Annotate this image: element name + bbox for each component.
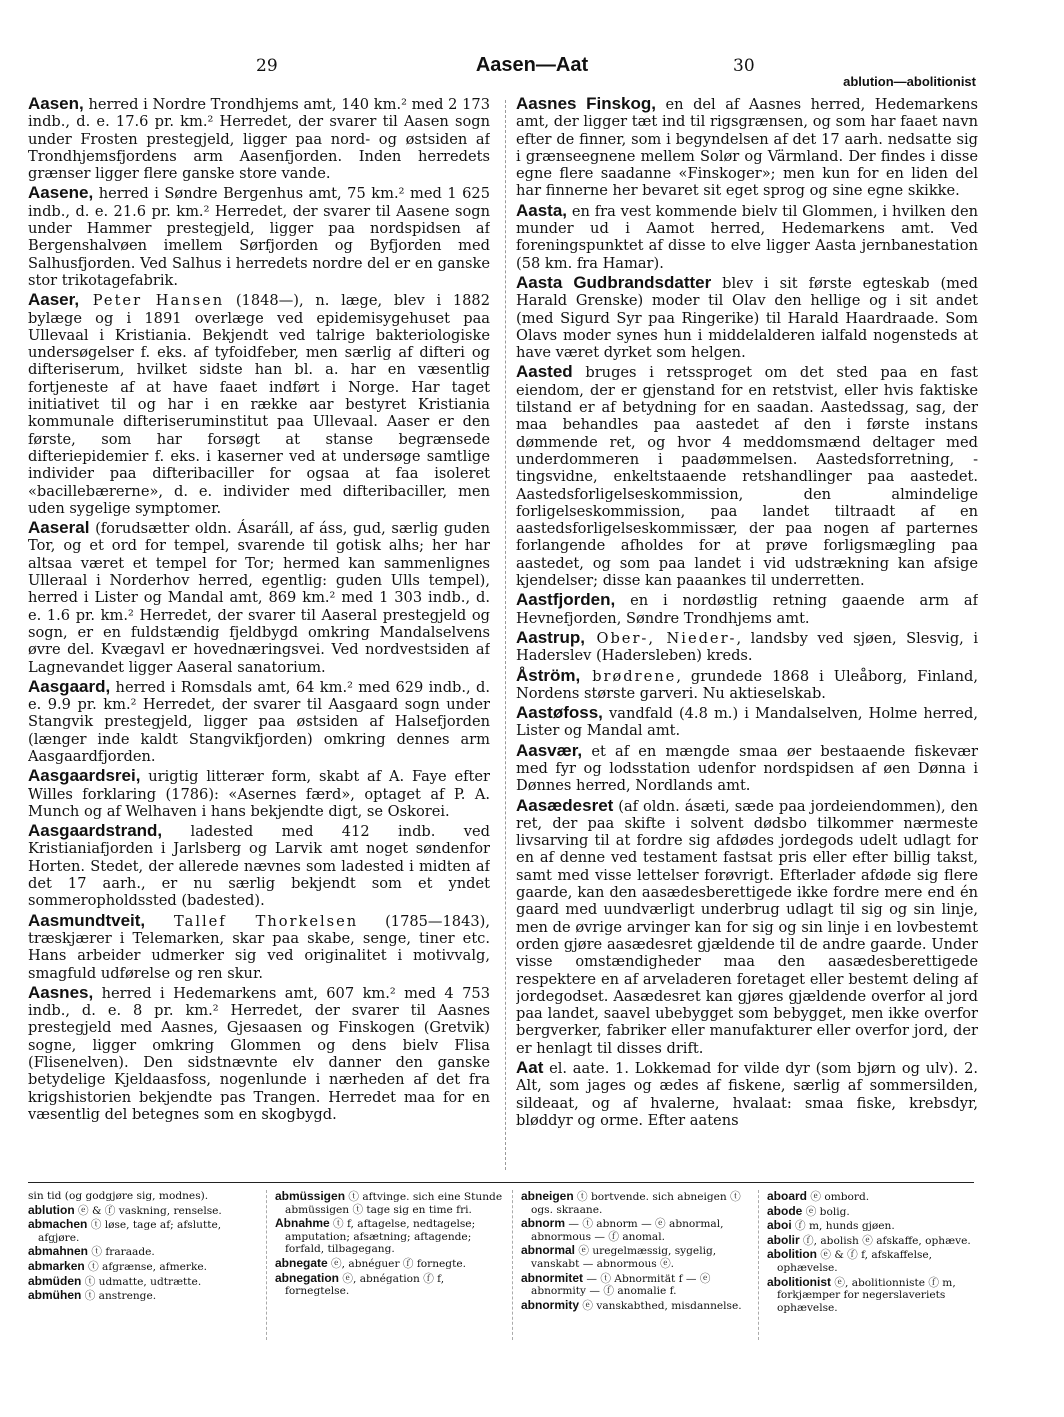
- dictionary-definition: ⓕ, abolish ⓔ afskaffe, ophæve.: [799, 1234, 971, 1247]
- entry-text: ladested med 412 indb. ved Kristianiafjorden i Jarlsberg og Larvik amt noget søndenfor Horten. Stedet, der allerede nævnes som ladested i midten af det 17 aarh., er nu særlig bekjendt som et yndet sommeropholdssted (badested).: [28, 823, 490, 910]
- dictionary-definition: sin tid (og godgjøre sig, modnes).: [28, 1190, 209, 1202]
- dictionary-definition: ⓔ & ⓕ f, afskaffelse, ophævelse.: [777, 1249, 933, 1274]
- dictionary-entry: [521, 1299, 749, 1313]
- entry-headword: Aasen,: [28, 95, 84, 113]
- dictionary-definition: ⓔ bolig.: [802, 1205, 850, 1218]
- dictionary-definition: ⓣ løse, tage af; afslutte, afgjøre.: [38, 1219, 222, 1244]
- dictionary-entry: [275, 1272, 503, 1298]
- entry-text: el. aate. 1. Lokkemad for vilde dyr (som bjørn og ulv). 2. Alt, som jages og ædes af fiskene, særlig af sommersilden, sildeaat, og af hvalerne, hvalaat: smaa fiske, krebsdyr, bløddyr og orme. Efter aatens: [516, 1060, 978, 1129]
- dictionary-definition: ⓣ udmatte, udtrætte.: [81, 1275, 202, 1288]
- entry-headword: Aasta Gudbrandsdatter: [516, 272, 712, 292]
- entry-text: en fra vest kommende bielv til Glommen, i hvilken den munder ud i Aamot herred, Hedemarkens amt. Ved foreningspunktet af disse to elve ligger Aasta jernbanestation (58 km. fra Hamar).: [516, 202, 978, 272]
- entry-text: , grundede 1868 i Uleåborg, Finland, Nordens største garveri. Nu aktieselskab.: [516, 667, 978, 702]
- encyclopedia-entry: [516, 274, 978, 361]
- entry-text: vandfald (4.8 m.) i Mandalselven, Holme herred, Lister og Mandal amt.: [516, 705, 978, 740]
- entry-headword: Aasædesret: [516, 795, 614, 815]
- dictionary-keyword: Abnahme: [275, 1216, 330, 1231]
- entry-headword: Aasmundtveit,: [28, 910, 146, 930]
- dictionary-entry: [275, 1217, 503, 1256]
- dictionary-entry: [767, 1205, 995, 1219]
- dictionary-keyword: abmüssigen: [275, 1190, 346, 1203]
- dictionary-definition: ⓔ & ⓕ vaskning, renselse.: [74, 1204, 222, 1217]
- dictionary-column-2: [275, 1190, 503, 1410]
- dictionary-keyword: abmahnen: [28, 1244, 89, 1259]
- dictionary-entry: [767, 1219, 995, 1233]
- dictionary-definition: ⓔ ombord.: [807, 1191, 870, 1203]
- encyclopedia-entry: [516, 1059, 978, 1129]
- dictionary-keyword: abmühen: [28, 1288, 82, 1303]
- dictionary-entry: [28, 1275, 256, 1289]
- entry-text: (1848—), n. læge, blev i 1882 bylæge og i 1891 overlæge ved epidemisygehuset paa Ullevaal i Kristiania. Bekjendt ved talrige bakteriologiske undersøgelser f. eks. af tyfoidfeber, men særlig af difteri og difteriserum, hvilket sidste han bl. a. har en væsentlig fortjeneste af at have faaet indført i Norge. Har taget initiativet til og har i en række aar bestyret Kristiania kommunale difteriseruminstitut paa Ullevaal. Aaser er den første, som har forsøgt at stanse begrænsede difteriepidemier f. eks. i kaserner ved at undersøge samtlige individer paa difteribaciller for ogsaa at faa isoleret «bacillebærerne», d. e. individer med difteribaciller, men uden sygelige symptomer.: [28, 292, 490, 517]
- encyclopedia-entry: [28, 291, 490, 517]
- entry-text: bruges i retssproget om det sted paa en fast eiendom, der er gjenstand for en retstvist, eller hvis faktiske tilstand er af betydning for en saadan. Aastedssag, sag, der maa behandles paa aastedet af den i første instans dømmende ret, og hvor 4 meddomsmænd deltager med underdommeren i paadømmelsen. Aastedsforretning, -tingsvidne, enkeltstaaende retshandlinger paa aastedet. Aastedsforligelseskommission, den almindelige forligelseskommission, paa landet tiltraadt af en aastedsforligelseskommissær, der paa nogen af parternes forlangende afholdes for at prøve forligsmægling paa aastedet, og som paa landet i vid udstrækning kan afsige kjendelser; disse kan paaankes til underretten.: [516, 364, 978, 590]
- dictionary-definition: ⓣ anstrenge.: [81, 1290, 157, 1303]
- page-number-left: 29: [256, 56, 278, 76]
- encyclopedia-entry: [516, 742, 978, 795]
- encyclopedia-entry: [28, 678, 490, 765]
- dictionary-entry: [521, 1244, 749, 1270]
- dictionary-keyword: abmarken: [28, 1258, 85, 1273]
- entry-text: et af en mængde smaa øer bestaaende fiskevær med fyr og lodsstation udenfor nordspidsen af øen Dønna i Dønnes herred, Nordlands amt.: [516, 742, 978, 795]
- entry-spaced-name: brødrene: [580, 667, 677, 685]
- dictionary-keyword: aboard: [767, 1190, 808, 1203]
- dictionary-definition: ⓔ, abnégation ⓕ f, fornegtelse.: [285, 1272, 445, 1298]
- entry-headword: Aasgaardsrei,: [28, 766, 141, 786]
- dictionary-entry: [767, 1248, 995, 1274]
- dictionary-definition: ⓣ f, aftagelse, nedtagelse; amputation; afsætning; aftagende; forfald, tilbagegang.: [285, 1218, 476, 1256]
- encyclopedia-entry: [516, 704, 978, 740]
- dictionary-definition: ⓔ, abolitionniste ⓕ m, forkjæmper for negerslaveriets ophævelse.: [777, 1276, 956, 1314]
- dictionary-definition: — ⓣ abnorm — ⓔ abnormal, abnormous — ⓕ anomal.: [531, 1218, 724, 1243]
- encyclopedia-entry: [28, 184, 490, 289]
- entry-text: urigtig litterær form, skabt af A. Faye efter Willes forklaring (1786): «Asernes færd», optaget af P. A. Munch og af Welhaven i hans bekjendte digt, se Oskorei.: [28, 768, 490, 820]
- encyclopedia-entry: [516, 202, 978, 272]
- encyclopedia-entry: [28, 767, 490, 820]
- entry-text: herred i Romsdals amt, 64 km.² med 629 indb., d. e. 9.9 pr. km.² Herredet, der svarer til Aasgaard sogn under Stangvik prestegjeld, ligger paa østsiden af Halsefjorden (længer inde kaldt Stangvikfjorden) omkring dennes arm Aasgaardfjorden.: [28, 678, 490, 765]
- dictionary-keyword: abnormity: [521, 1297, 580, 1312]
- dictionary-keyword: aboi: [767, 1218, 792, 1233]
- dictionary-keyword: abnegation: [275, 1270, 340, 1285]
- entry-headword: Aasnes,: [28, 982, 94, 1002]
- dictionary-keyword: abmachen: [28, 1217, 88, 1232]
- entry-text: blev i sit første egteskab (med Harald Grenske) moder til Olav den hellige og i sit andet (med Sigurd Syr paa Ringerike) til Harald Haardraade. Som Olavs moder synes hun i middelalderen ialfald nogensteds at have været dyrket som helgen.: [516, 274, 978, 362]
- dictionary-entry: [28, 1218, 256, 1244]
- dictionary-entry: [767, 1190, 995, 1204]
- right-column: [516, 95, 978, 1170]
- dictionary-keyword: ablution: [28, 1202, 75, 1217]
- column-divider: [505, 100, 507, 1170]
- dictionary-column-4: [767, 1190, 995, 1410]
- entry-text: (forudsætter oldn. Ásaráll, af áss, gud, særlig guden Tor, og et ord for tempel, svarende til gotisk alhs; her har altsaa været et tempel for Tor; hermed kan sammenlignes Ulleraal i Norderhov herred, egentlig: guden Ulls tempel), herred i Lister og Mandal amt, 869 km.² med 1 303 indb., d. e. 1.6 pr. km.² Herredet, der svarer til Aaseral prestegjeld og sogn, er en fuldstændig fjeldbygd omkring Mandalselvens øvre del. Kvægavl er hovednæringsvei. Ved nordvestsiden af Lagnevandet ligger Aaseral sanatorium.: [28, 520, 490, 676]
- dictionary-definition: ⓣ aftvinge. sich eine Stunde abmüssigen ⓣ tage sig en time fri.: [285, 1191, 503, 1216]
- entry-text: , landsby ved sjøen, Slesvig, i Haderslev (Hadersleben) kreds.: [516, 629, 978, 665]
- entry-headword: Aastøfoss,: [516, 703, 603, 723]
- entry-headword: Aasta,: [516, 200, 568, 220]
- entry-headword: Aastrup,: [516, 627, 585, 647]
- entry-headword: Aasted: [516, 362, 573, 382]
- entry-headword: Aasgaardstrand,: [28, 821, 163, 841]
- encyclopedia-entry: [516, 667, 978, 703]
- entry-spaced-name: Tallef Thorkelsen: [145, 912, 359, 930]
- dictionary-keyword: abode: [767, 1203, 803, 1218]
- dictionary-divider: [512, 1190, 513, 1340]
- entry-headword: Aasnes Finskog,: [516, 95, 656, 113]
- dictionary-entry: [275, 1257, 503, 1271]
- encyclopedia-entry: [516, 591, 978, 627]
- entry-text: (1785—1843), træskjærer i Telemarken, skar paa skabe, senge, tiner etc. Hans arbeider udmerker sig ved originalitet i motivvalg, smagfuld udførelse og ren skur.: [28, 912, 490, 982]
- entry-text: en del af Aasnes herred, Hedemarkens amt, der ligger tæt ind til rigsgrænsen, og som har faaet navn efter de finner, som i begyndelsen af det 17 aarh. nedsatte sig i grænseegnene mellem Solør og Värmland. Der findes i disse egne flere saadanne «Finskoger»; men kun for en liden del har finnerne her bevaret sit eget sprog og sine egne skikke.: [516, 96, 978, 200]
- dictionary-entry: [767, 1276, 995, 1315]
- dictionary-definition: ⓣ fraraade.: [88, 1246, 155, 1259]
- dictionary-definition: ⓣ bortvende. sich abneigen ⓣ ogs. skraane.: [531, 1191, 741, 1216]
- dictionary-keyword: abolitionist: [767, 1274, 831, 1289]
- entry-headword: Åström,: [516, 665, 581, 685]
- dictionary-divider: [758, 1190, 759, 1340]
- dictionary-keyword: abnegate: [275, 1255, 328, 1270]
- entry-spaced-name: Peter Hansen: [79, 292, 225, 310]
- entry-headword: Aasgaard,: [28, 676, 111, 696]
- dictionary-entry: [28, 1190, 256, 1203]
- footer-rule: [28, 1182, 974, 1183]
- dictionary-entry: [28, 1289, 256, 1303]
- dictionary-keyword: abneigen: [521, 1190, 574, 1203]
- entry-headword: Aaser,: [28, 290, 80, 310]
- dictionary-entry: [521, 1217, 749, 1243]
- dictionary-entry: [521, 1190, 749, 1216]
- dictionary-column-3: [521, 1190, 749, 1410]
- dictionary-definition: — ⓣ Abnormität f — ⓔ abnormity — ⓕ anomalie f.: [531, 1272, 711, 1298]
- entry-headword: Aastfjorden,: [516, 590, 616, 610]
- encyclopedia-entry: [28, 95, 490, 182]
- encyclopedia-entry: [516, 629, 978, 665]
- dictionary-keyword: abnorm: [521, 1216, 566, 1231]
- dictionary-entry: [28, 1260, 256, 1274]
- dictionary-definition: ⓔ vanskabthed, misdannelse.: [579, 1299, 742, 1312]
- entry-headword: Aasvær,: [516, 740, 583, 760]
- dictionary-entry: [521, 1272, 749, 1298]
- dictionary-range: ablution—abolitionist: [843, 74, 976, 89]
- entry-text: herred i Søndre Bergenhus amt, 75 km.² med 1 625 indb., d. e. 21.6 pr. km.² Herredet, der svarer til Aasene sogn under Hammer prestegjeld, ligger paa nordspidsen af Bergenshalvøen imellem Sørfjorden og Byfjorden med Salhusfjorden. Ved Salhus i herredets nordre del er en ganske stor trikotagefabrik.: [28, 185, 490, 289]
- encyclopedia-entry: [28, 984, 490, 1123]
- dictionary-definition: ⓔ, abnéguer ⓕ fornegte.: [327, 1257, 466, 1270]
- dictionary-keyword: abolition: [767, 1247, 817, 1262]
- page-header: [0, 54, 1064, 94]
- entry-headword: Aat: [516, 1058, 544, 1078]
- encyclopedia-entry: [516, 363, 978, 589]
- dictionary-definition: ⓣ afgrænse, afmerke.: [84, 1260, 208, 1273]
- encyclopedia-entry: [516, 95, 978, 200]
- dictionary-keyword: abolir: [767, 1232, 800, 1247]
- entry-headword: Aasene,: [28, 183, 94, 203]
- entry-text: (af oldn. ásæti, sæde paa jordeiendommen), den ret, der paa skifte i solvent dødsbo tilkommer nærmeste livsarving til at fordre sig afdødes jordegods udelt udlagt for en af denne ved testament fastsat pris eller efter billig takst, samt med visse lettelser forøvrigt. Efterlader afdøde sig flere gaarde, kan den aasædesberettigede ikke fordre mere end én gaard med uundværligt underbrug udlagt til sig og sin linje, men de øvrige arvinger kan for sig og sin linje i en lovbestemt orden gjøre aasædesret gjældende til de andre gaarde. Under visse omstændigheder maa den aasædesberettigede respektere en af arveladeren foretaget eller bestemt deling af jordegodset. Aasædesret kan gjøres gjældende overfor al jord paa landet, saavel ubebygget som bebygget, men ikke overfor bergverker, fabriker eller manufakturer eller overfor jord, der er henlagt til disses drift.: [516, 797, 978, 1057]
- dictionary-definition: ⓕ m, hunds gjøen.: [791, 1220, 895, 1233]
- dictionary-keyword: abnormal: [521, 1243, 576, 1258]
- entry-headword: Aaseral: [28, 518, 90, 538]
- encyclopedia-entry: [28, 519, 490, 676]
- dictionary-definition: ⓔ uregelmæssig, sygelig, vanskabt — abnormous ⓔ.: [531, 1245, 717, 1270]
- dictionary-column-1: [28, 1190, 256, 1410]
- encyclopedia-entry: [28, 912, 490, 982]
- dictionary-entry: [275, 1190, 503, 1216]
- page-number-right: 30: [733, 56, 755, 76]
- left-column: [28, 95, 490, 1170]
- encyclopedia-entry: [516, 797, 978, 1057]
- dictionary-entry: [767, 1234, 995, 1248]
- dictionary-keyword: abmüden: [28, 1273, 82, 1288]
- entry-text: herred i Nordre Trondhjems amt, 140 km.² med 2 173 indb., d. e. 17.6 pr. km.² Herredet, der svarer til Aasen sogn under Frosten prestegjeld, ligger paa nord- og østsiden af Trondhjemsfjordens arm Aasenfjorden. Inden herredets grænser ligger flere ganske store vande.: [28, 96, 490, 183]
- entry-text: herred i Hedemarkens amt, 607 km.² med 4 753 indb., d. e. 8 pr. km.² Herredet, der svarer til Aasnes prestegjeld med Aasnes, Gjesaasen og Finskogen (Gretvik) sogne, ligger omkring Glommen og dens bielv Flisa (Flisenelven). Den sidstnævnte elv danner den ganske betydelige Kjeldaasfoss, nogenlunde i nærheden af det fra krigshistorien bekjendte pas Trangen. Herredet maa for en væsentlig del betegnes som en skogbygd.: [28, 984, 490, 1123]
- encyclopedia-entry: [28, 822, 490, 909]
- dictionary-keyword: abnormitet: [521, 1270, 584, 1285]
- page-title: Aasen—Aat: [475, 54, 589, 76]
- entry-spaced-name: Ober-, Nieder-: [584, 629, 737, 647]
- dictionary-entry: [28, 1204, 256, 1218]
- dictionary-entry: [28, 1245, 256, 1259]
- dictionary-divider: [266, 1190, 267, 1340]
- entry-text: en i nordøstlig retning gaaende arm af Hevnefjorden, Søndre Trondhjems amt.: [516, 592, 978, 627]
